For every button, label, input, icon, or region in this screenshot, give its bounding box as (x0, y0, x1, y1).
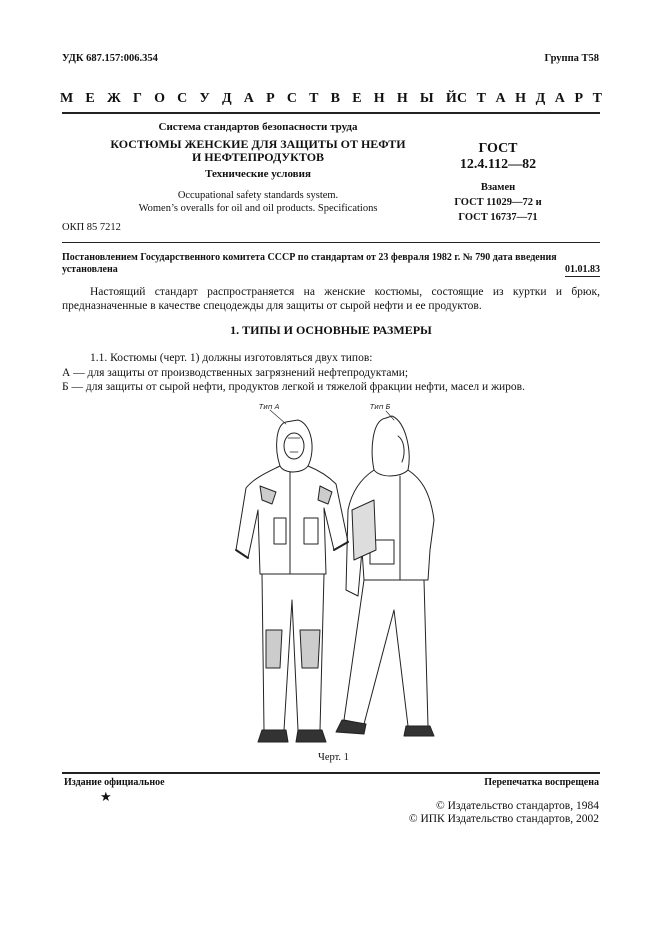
banner-letter: Т (309, 91, 319, 106)
banner-letter: У (199, 91, 210, 106)
standard-banner (60, 91, 602, 107)
replaces-block (438, 180, 558, 225)
suit-illustration (224, 400, 440, 752)
document-title-line1: КОСТЮМЫ ЖЕНСКИЕ ДЛЯ ЗАЩИТЫ ОТ НЕФТИ (110, 137, 406, 151)
figure-label-type-a: Тип А (259, 403, 280, 411)
copyright-2002: © ИПК Издательство стандартов, 2002 (408, 813, 599, 825)
jacket-a-pockets (274, 518, 318, 544)
okp-code: ОКП 85 7212 (62, 222, 121, 233)
title-block (62, 121, 454, 215)
banner-letter: А (495, 91, 506, 106)
banner-letter: С (177, 91, 188, 106)
jacket-b-sleeve-panel (352, 500, 376, 560)
banner-rule (62, 112, 600, 114)
trousers-b (344, 580, 428, 726)
jacket-a (236, 466, 348, 574)
decree-rule (62, 242, 600, 243)
replaces-gost-1: ГОСТ 11029—72 и (454, 197, 542, 208)
effective-date: 01.01.83 (565, 264, 600, 275)
figure-caption: Черт. 1 (318, 752, 349, 763)
banner-letter: С (286, 91, 297, 106)
banner-word-standard (457, 91, 602, 107)
banner-letter: А (243, 91, 254, 106)
face-b (398, 436, 404, 462)
english-title (62, 189, 454, 215)
reprint-prohibited-label: Перепечатка воспрещена (484, 777, 599, 788)
banner-letter: М (60, 91, 74, 106)
banner-letter: Й (445, 91, 457, 106)
banner-letter: Р (574, 91, 584, 106)
jacket-a-patches (260, 486, 332, 504)
replaces-label: Взамен (480, 182, 516, 193)
banner-letter: В (330, 91, 341, 106)
banner-letter: Ы (419, 91, 434, 106)
gost-label: ГОСТ (478, 141, 518, 156)
intro-paragraph: Настоящий стандарт распространяется на женские костюмы, состоящие из куртки и брюк, предназначенные в качестве спецодежды для защиты от сырой нефти и ее продуктов. (62, 286, 600, 312)
document-title (62, 138, 454, 164)
banner-letter: Е (85, 91, 95, 106)
gost-number: 12.4.112—82 (459, 157, 537, 172)
banner-letter: Ж (106, 91, 121, 106)
udk-code: УДК 687.157:006.354 (62, 53, 158, 64)
banner-letter: А (554, 91, 565, 106)
star-mark: ★ (100, 789, 112, 804)
section-heading: 1. ТИПЫ И ОСНОВНЫЕ РАЗМЕРЫ (230, 323, 432, 337)
series-title: Система стандартов безопасности труда (158, 121, 358, 133)
footer-rule (62, 772, 600, 774)
group-code: Группа Т58 (544, 53, 599, 64)
banner-letter: О (154, 91, 165, 106)
boots-a (258, 730, 326, 742)
leader-line-a (270, 410, 286, 424)
paragraph-1-1: 1.1. Костюмы (черт. 1) должны изготовляться двух типов: (90, 352, 373, 364)
figure-type-b (336, 416, 434, 736)
gost-block (438, 141, 558, 225)
banner-letter: Д (221, 91, 232, 106)
document-title-line2: И НЕФТЕПРОДУКТОВ (191, 150, 325, 164)
banner-letter: Е (352, 91, 362, 106)
english-title-line2: Women’s overalls for oil and oil products. Specifications (138, 203, 378, 214)
decree-line1: Постановлением Государственного комитета СССР по стандартам от 23 февраля 1982 г. № 790 дата введения (62, 252, 557, 263)
banner-letter: Д (535, 91, 546, 106)
banner-letter: Р (266, 91, 275, 106)
replaces-gost-2: ГОСТ 16737—71 (458, 212, 538, 223)
decree-line2: установлена (62, 264, 118, 275)
document-subtitle: Технические условия (205, 168, 311, 180)
banner-letter: С (456, 91, 468, 106)
banner-letter: Н (373, 91, 385, 106)
english-title-line1: Occupational safety standards system. (177, 190, 339, 201)
banner-letter: Т (476, 91, 486, 106)
decree-text (62, 252, 600, 276)
banner-letter: Н (515, 91, 527, 106)
type-a-item: А — для защиты от производственных загрязнений нефтепродуктами; (62, 367, 409, 379)
figure-type-a (236, 420, 348, 742)
boots-b (336, 720, 434, 736)
trousers-a-knee-pads (266, 630, 320, 668)
leader-line-b (386, 411, 394, 420)
hood-a (277, 420, 312, 472)
banner-letter: Г (132, 91, 142, 106)
banner-word-interstate (60, 91, 457, 107)
banner-letter: Т (592, 91, 602, 106)
figure-label-type-b: Тип Б (370, 403, 391, 411)
official-edition-label: Издание официальное (64, 777, 165, 788)
type-b-item: Б — для защиты от сырой нефти, продуктов легкой и тяжелой фракции нефти, масел и жиров. (62, 381, 525, 393)
copyright-1984: © Издательство стандартов, 1984 (435, 800, 599, 812)
banner-letter: Н (396, 91, 408, 106)
face-a (284, 433, 304, 459)
